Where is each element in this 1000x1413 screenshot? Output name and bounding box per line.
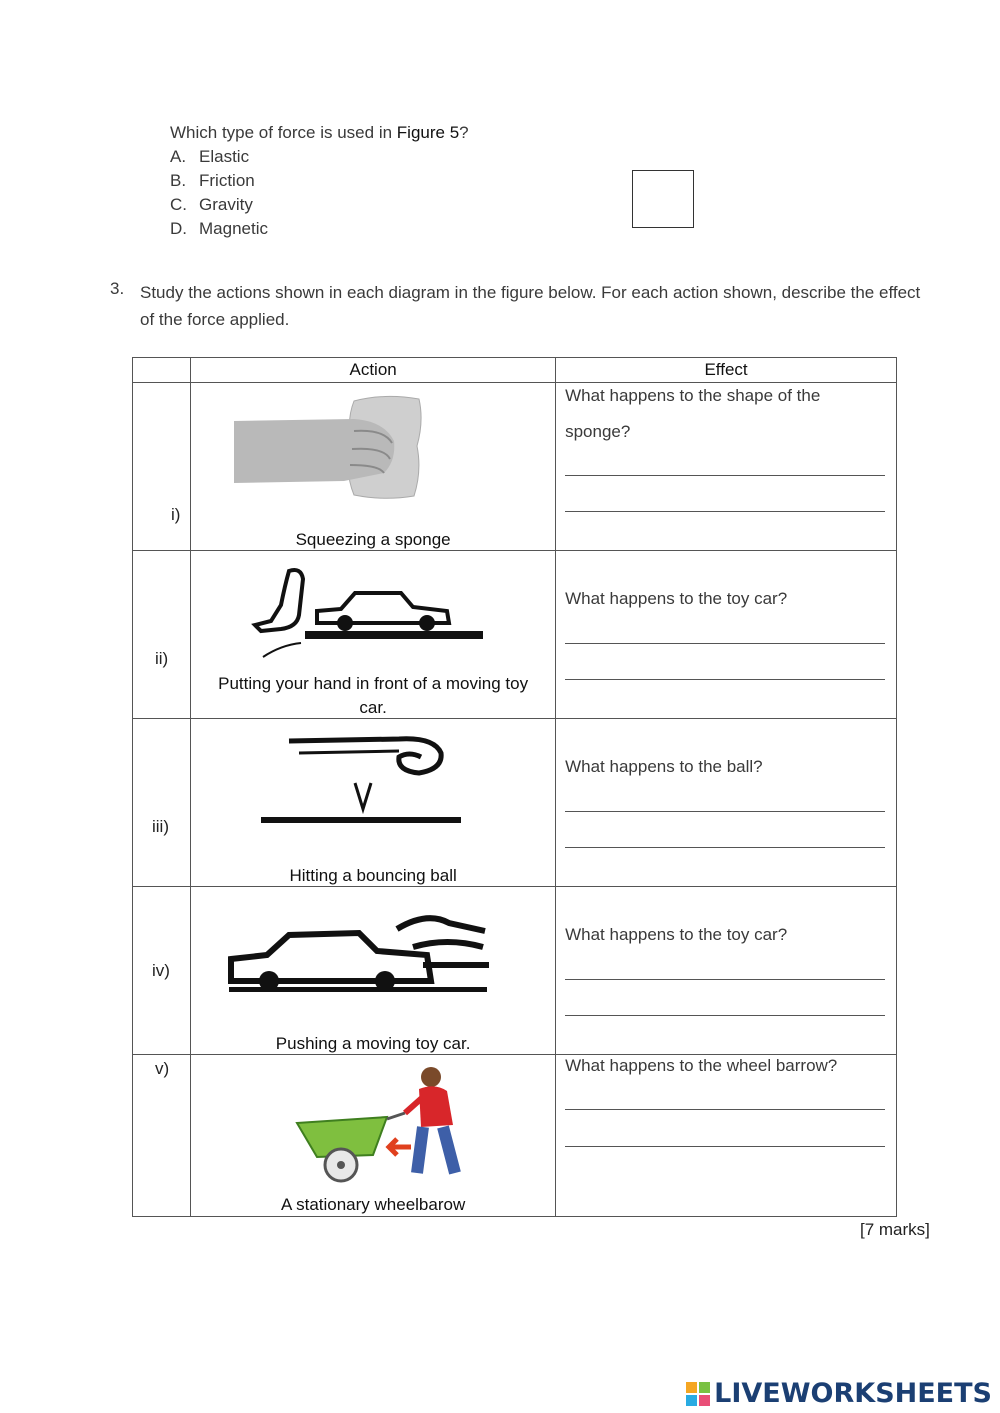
boy-pushing-wheelbarrow-image	[293, 1061, 463, 1185]
row-number: v)	[155, 1059, 170, 1078]
table-row	[133, 1055, 897, 1217]
action-caption-continued: car.	[359, 698, 387, 717]
effect-cell	[556, 1055, 897, 1217]
effect-cell	[556, 719, 897, 887]
answer-box[interactable]	[632, 170, 694, 228]
header-action: Action	[191, 358, 556, 383]
figure-reference: Figure 5	[396, 123, 460, 142]
header-blank	[133, 358, 191, 383]
action-cell	[191, 551, 556, 719]
question3-number: 3.	[110, 279, 125, 298]
marks-label: [7 marks]	[860, 1220, 930, 1239]
table-row	[133, 719, 897, 887]
option-a	[170, 147, 249, 167]
row-number: iii)	[152, 817, 169, 836]
hand-squeezing-sponge-image	[234, 391, 434, 503]
option-b	[170, 171, 255, 191]
option-text: Magnetic	[199, 219, 268, 238]
row-number-cell	[133, 1055, 191, 1217]
hand-pushing-toy-car-image	[227, 907, 497, 997]
action-caption: Putting your hand in front of a moving toy	[218, 674, 529, 693]
answer-line[interactable]	[565, 979, 885, 980]
effect-question: What happens to the ball?	[565, 757, 763, 776]
row-number: ii)	[155, 649, 169, 668]
effect-cell	[556, 887, 897, 1055]
table-row	[133, 383, 897, 551]
answer-line[interactable]	[565, 511, 885, 512]
answer-line[interactable]	[565, 643, 885, 644]
question2-prompt	[170, 123, 469, 143]
answer-line[interactable]	[565, 811, 885, 812]
header-effect: Effect	[556, 358, 897, 383]
row-number-cell	[133, 551, 191, 719]
row-number-cell	[133, 887, 191, 1055]
answer-line[interactable]	[565, 1146, 885, 1147]
effect-question: What happens to the toy car?	[565, 925, 788, 944]
effect-question: What happens to the toy car?	[565, 589, 788, 608]
question3-text: Study the actions shown in each diagram in the figure below. For each action shown, describe the effect of the force applied.	[140, 283, 921, 329]
action-caption: Hitting a bouncing ball	[289, 866, 457, 885]
option-d	[170, 219, 268, 239]
effect-cell	[556, 383, 897, 551]
effect-question-continued: sponge?	[565, 422, 631, 441]
hand-hitting-ball-image	[259, 733, 469, 833]
effect-question: What happens to the shape of the	[565, 386, 821, 405]
option-c	[170, 195, 253, 215]
liveworksheets-logo	[686, 1378, 992, 1409]
action-cell	[191, 719, 556, 887]
answer-line[interactable]	[565, 475, 885, 476]
question2-intro-end: ?	[459, 123, 469, 142]
question2-intro-text: Which type of force is used in	[170, 123, 397, 142]
option-letter: B.	[170, 171, 187, 190]
option-letter: C.	[170, 195, 187, 214]
option-text: Elastic	[199, 147, 250, 166]
answer-line[interactable]	[565, 847, 885, 848]
option-text: Gravity	[199, 195, 253, 214]
answer-line[interactable]	[565, 1015, 885, 1016]
row-number: i)	[171, 505, 181, 524]
table-row	[133, 551, 897, 719]
action-caption: Pushing a moving toy car.	[275, 1034, 471, 1053]
action-caption: Squeezing a sponge	[295, 530, 451, 549]
effect-cell	[556, 551, 897, 719]
table-row	[133, 887, 897, 1055]
logo-text: LIVEWORKSHEETS	[714, 1378, 992, 1409]
answer-line[interactable]	[565, 679, 885, 680]
logo-icon	[686, 1382, 710, 1406]
option-letter: D.	[170, 219, 187, 238]
row-number-cell	[133, 719, 191, 887]
table-header-row	[133, 358, 897, 383]
answer-line[interactable]	[565, 1109, 885, 1110]
option-letter: A.	[170, 147, 187, 166]
action-cell	[191, 887, 556, 1055]
action-cell	[191, 383, 556, 551]
action-cell	[191, 1055, 556, 1217]
action-caption: A stationary wheelbarow	[280, 1195, 466, 1214]
effect-question: What happens to the wheel barrow?	[565, 1056, 838, 1075]
row-number: iv)	[152, 961, 170, 980]
action-effect-table	[132, 357, 897, 1217]
hand-stopping-toy-car-image	[251, 565, 491, 665]
option-text: Friction	[199, 171, 255, 190]
row-number-cell	[133, 383, 191, 551]
